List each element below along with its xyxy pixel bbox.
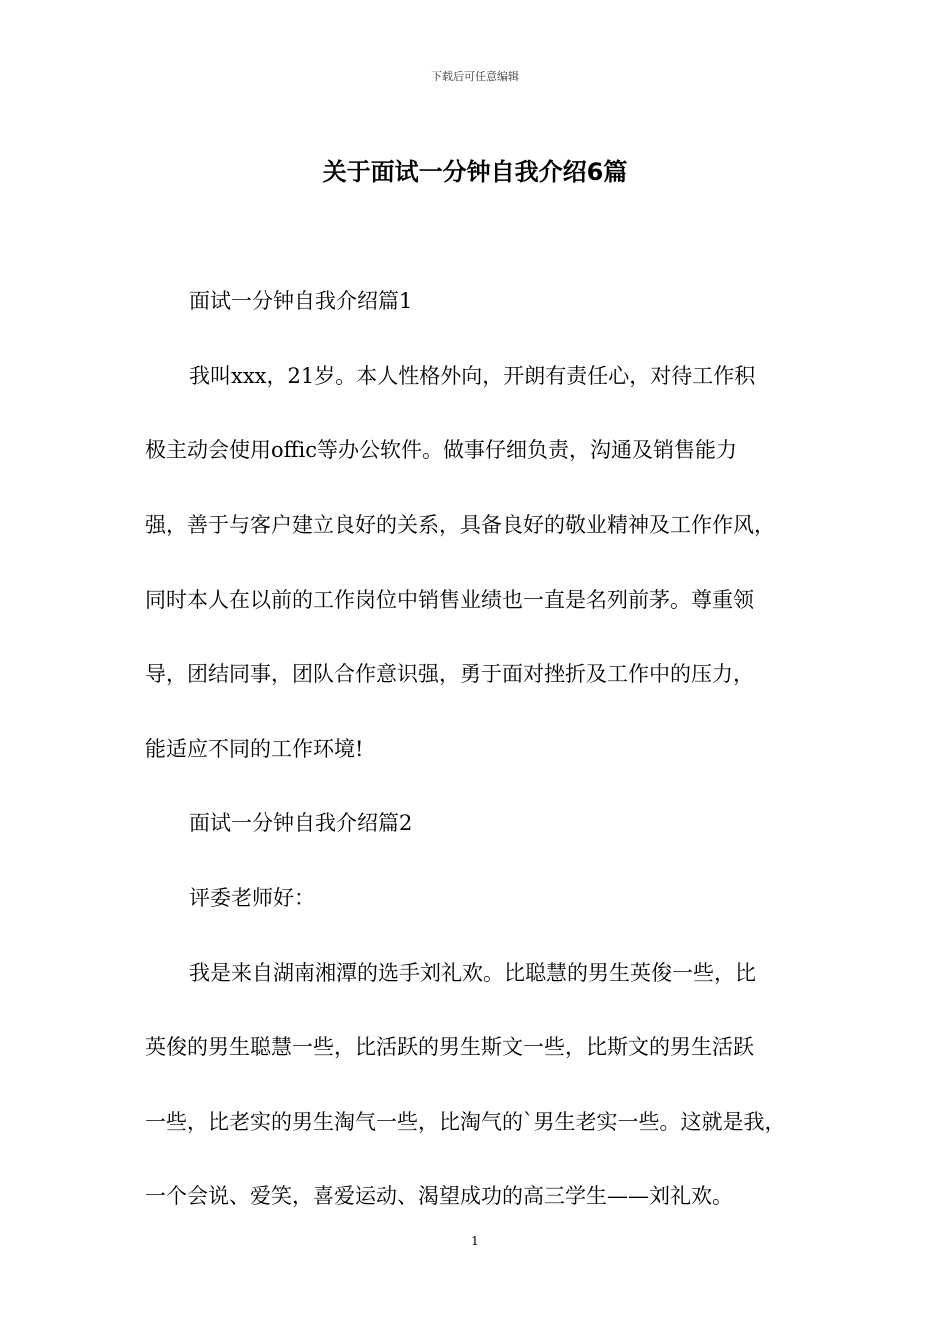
paragraph-line: 导，团结同事，团队合作意识强，勇于面对挫折及工作中的压力，: [145, 662, 754, 686]
section-heading-2: 面试一分钟自我介绍篇2: [189, 811, 413, 835]
paragraph-line: 一些，比老实的男生淘气一些，比淘气的`男生老实一些。这就是我，: [145, 1110, 786, 1134]
salutation: 评委老师好：: [189, 886, 315, 910]
paragraph-line: 同时本人在以前的工作岗位中销售业绩也一直是名列前茅。尊重领: [145, 588, 754, 612]
section-heading-1: 面试一分钟自我介绍篇1: [189, 289, 413, 313]
paragraph-line: 英俊的男生聪慧一些，比活跃的男生斯文一些，比斯文的男生活跃: [145, 1035, 754, 1059]
paragraph-line: 我叫xxx，21岁。本人性格外向，开朗有责任心，对待工作积: [189, 364, 756, 388]
document-title: 关于面试一分钟自我介绍6篇: [322, 158, 628, 186]
paragraph-line: 强，善于与客户建立良好的关系，具备良好的敬业精神及工作作风，: [145, 513, 775, 537]
paragraph-line: 极主动会使用offic等办公软件。做事仔细负责，沟通及销售能力: [145, 438, 738, 462]
page-number: 1: [471, 1234, 479, 1248]
paragraph-line: 我是来自湖南湘潭的选手刘礼欢。比聪慧的男生英俊一些，比: [189, 961, 756, 985]
header-note: 下载后可任意编辑: [431, 70, 519, 83]
paragraph-line: 能适应不同的工作环境!: [145, 737, 364, 761]
paragraph-line: 一个会说、爱笑，喜爱运动、渴望成功的高三学生——刘礼欢。: [145, 1184, 733, 1208]
